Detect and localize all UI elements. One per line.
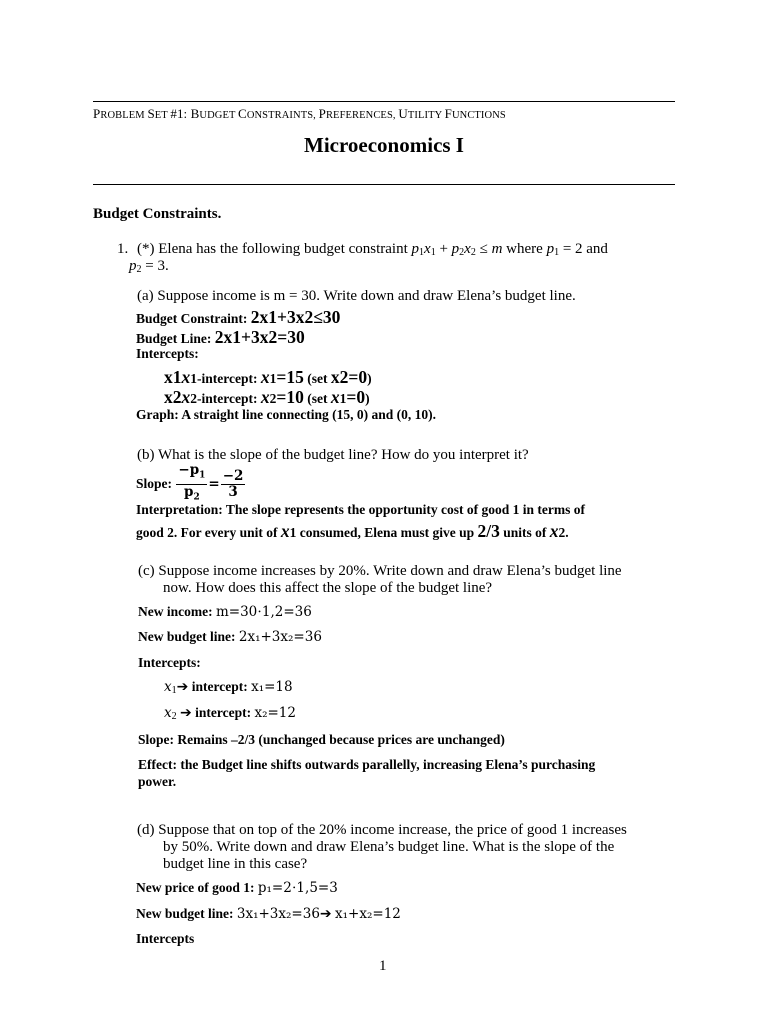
effect-line-1: Effect: the Budget line shifts outwards parallelly, increasing Elena’s purchasing [138, 757, 596, 772]
question-number: 1. [117, 241, 129, 257]
question-1-line-1: (*) Elena has the following budget constraint $p_1x_1 + p_2x_2 \le m$ where $p_1 = 2$ and [137, 241, 608, 258]
slope-expression: Slope: $\frac{-p_1}{p_2}$ = $\frac{-2}{3}$ [136, 463, 246, 505]
problem-set-header: PROBLEM SET #1: BUDGET CONSTRAINTS, PREFERENCES, UTILITY FUNCTIONS [93, 106, 506, 121]
x1-intercept-c: $x_1➔$ intercept: x₁=18 [164, 679, 293, 696]
slope-fraction-values: $\frac{-2}{3}$ [222, 467, 244, 500]
right-arrow-icon: ➔ [319, 906, 332, 922]
question-1-line-2: $p_2 = 3$. [129, 258, 169, 275]
section-title: Budget Constraints. [93, 206, 222, 222]
intercepts-label-d: Intercepts [136, 931, 195, 946]
interpretation-line-1: Interpretation: The slope represents the opportunity cost of good 1 in terms of [136, 502, 585, 517]
part-d-question-line-1: (d) Suppose that on top of the 20% income increase, the price of good 1 increases [137, 822, 627, 838]
budget-constraint-line: Budget Constraint: 2x1+3x2≤30 [136, 307, 341, 327]
interpretation-line-2: good 2. For every unit of x1 consumed, Elena must give up 2/3 units of x2. [136, 521, 569, 541]
intercepts-label-c: Intercepts: [138, 655, 201, 670]
intercepts-label-a: Intercepts: [136, 346, 199, 361]
x2-intercept-c: $x_2$ ➔ intercept: x₂=12 [164, 705, 296, 722]
part-c-question-line-2: now. How does this affect the slope of the budget line? [163, 580, 493, 596]
new-price-line: New price of good 1: p₁=2⋅1,5=3 [136, 880, 338, 896]
part-c-question-line-1: (c) Suppose income increases by 20%. Write down and draw Elena’s budget line [138, 563, 622, 579]
new-budget-line-d: New budget line: 3x₁+3x₂=36➔ x₁+x₂=12 [136, 906, 401, 922]
x1-intercept-a: x1x1-intercept: x1=15 (set x2=0) [164, 367, 372, 387]
header-top-rule [93, 101, 675, 102]
right-arrow-icon: ➔ [180, 705, 192, 721]
slope-statement-c: Slope: Remains –2/3 (unchanged because prices are unchanged) [138, 732, 505, 747]
budget-line-line: Budget Line: 2x1+3x2=30 [136, 327, 305, 347]
part-b-question: (b) What is the slope of the budget line? How do you interpret it? [137, 447, 529, 463]
part-d-question-line-3: budget line in this case? [163, 856, 308, 872]
page-number: 1 [379, 958, 387, 974]
slope-fraction-prices: $\frac{-p_1}{p_2}$ [178, 462, 206, 503]
document-title: Microeconomics I [304, 133, 464, 157]
x2-intercept-a: x2x2-intercept: x2=10 (set x1=0) [164, 387, 370, 407]
effect-line-2: power. [138, 774, 177, 789]
part-a-question: (a) Suppose income is m = 30. Write down and draw Elena’s budget line. [137, 288, 576, 304]
header-bottom-rule [93, 184, 675, 185]
part-d-question-line-2: by 50%. Write down and draw Elena’s budget line. What is the slope of the [163, 839, 615, 855]
new-budget-line-c: New budget line: 2x₁+3x₂=36 [138, 629, 322, 645]
graph-description: Graph: A straight line connecting (15, 0) and (0, 10). [136, 407, 437, 422]
right-arrow-icon: ➔ [176, 679, 189, 695]
new-income-line: New income: m=30⋅1,2=36 [138, 604, 312, 620]
